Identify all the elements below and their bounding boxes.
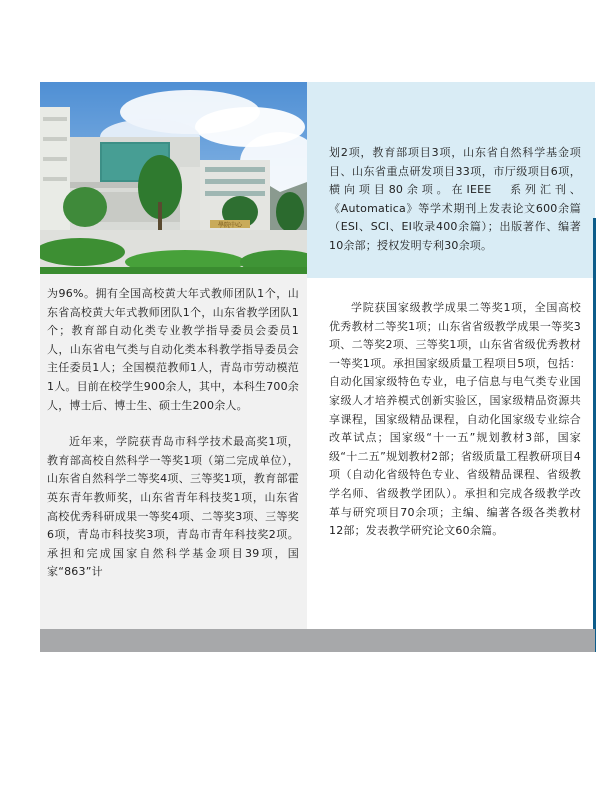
right-column-bottom-text: [329, 299, 581, 541]
footer-bar: [40, 629, 595, 652]
campus-sign-text: 學院中心: [217, 222, 243, 229]
campus-photo: [40, 82, 307, 274]
right-column-top-text: [329, 144, 581, 256]
left-paragraph-1: 为96%。拥有全国高校黄大年式教师团队1个，山东省高校黄大年式教师团队1个，山东省教学团队1个；教育部自动化类专业教学指导委员会委员1人，山东省电气类与自动化类本科教学指导委员会主任委员1人；全国模范教师1人，青岛市劳动模范1人。目前在校学生900余人，其中，本科生700余人，博士后、博士生、硕士生200余人。: [47, 287, 299, 412]
left-paragraph-2: 近年来，学院获青岛市科学技术最高奖1项，教育部高校自然科学一等奖1项（第二完成单位），山东省自然科学二等奖4项、三等奖1项，教育部霍英东青年教师奖，山东省青年科技奖1项，山东省高校优秀科研成果一等奖4项、二等奖3项、三等奖6项，青岛市科技奖3项，青岛市青年科技奖2项。承担和完成国家自然科学基金项目39项，国家“863”计: [47, 435, 299, 579]
right-paragraph-1: 划2项，教育部项目3项，山东省自然科学基金项目、山东省重点研发项目33项，市厅级项目6项，横向项目80余项。在IEEE 系列汇刊、《Automatica》等学术期刊上发表论文600余篇（ESI、SCI、EI收录400余篇）；出版著作、编著10余部；授权发明专利30余项。: [329, 146, 581, 252]
left-column-text: [47, 285, 299, 582]
right-paragraph-2: 学院获国家级教学成果二等奖1项，全国高校优秀教材二等奖1项；山东省省级教学成果一等奖3项、二等奖2项、三等奖1项，山东省省级优秀教材一等奖1项。承担国家级质量工程项目5项，包括：自动化国家级特色专业，电子信息与电气类专业国家级人才培养模式创新实验区，国家级精品资源共享课程，国家级精品课程，自动化国家级专业综合改革试点；国家级“十一五”规划教材3部，国家级“十二五”规划教材2部；省级质量工程教研项目4项（自动化省级特色专业、省级精品课程、省级教学名师、省级教学团队）。承担和完成各级教学改革与研究项目70余项；主编、编著各级各类教材12部；发表教学研究论文60余篇。: [329, 301, 581, 538]
campus-photo-illustration: [40, 82, 307, 274]
